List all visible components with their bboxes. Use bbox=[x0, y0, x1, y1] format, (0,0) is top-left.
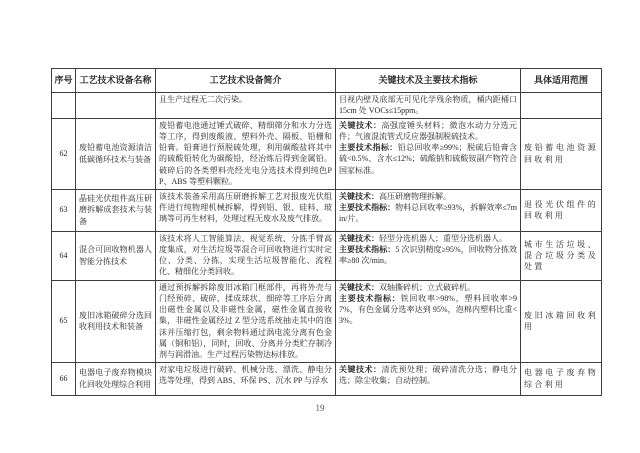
header-name: 工艺技术设备名称 bbox=[76, 69, 156, 93]
tech-label: 主要技术指标： bbox=[339, 244, 396, 254]
cell-name: 混合可回收物机器人智能分拣技术 bbox=[76, 231, 156, 280]
tech-text: 轻型分选机器人；重型分选机器人。 bbox=[379, 233, 507, 243]
cell-seq: 62 bbox=[52, 118, 76, 189]
cell-name bbox=[76, 93, 156, 119]
cell-intro: 该技术将人工智能算法、视觉系统、分拣手臂高度集成，对生活垃圾等混合可回收物进行实时定位、分类、分拣，实现生活垃圾智能化、流程化、精细化分类回收。 bbox=[156, 231, 336, 280]
cell-intro: 废铅蓄电池通过锤式破碎、精细筛分和水力分选等工序，得到废酸液、塑料外壳、隔板、铅栅和铅膏。铅膏进行预脱硫处理，利用碳酸盐将其中的硫酸铅转化为碳酸铅，经冶炼后得到金属铅。破碎后的各类塑料壳经光电分选技术得到纯色PP、ABS 等塑料颗粒。 bbox=[156, 118, 336, 189]
cell-name: 废铅蓄电池资源清洁低碳循环技术与装备 bbox=[76, 118, 156, 189]
cell-scope: 废旧冰箱回收利用 bbox=[521, 280, 602, 362]
tech-text: 高强度锤头材料；微泡水动力分选元件；气液混流管式反应器强制脱硫技术。 bbox=[339, 120, 517, 141]
tech-text: 双轴撕碎机；立式破碎机。 bbox=[379, 282, 475, 292]
cell-name: 电器电子废弃物模块化回收处理综合利用 bbox=[76, 362, 156, 395]
tech-text: 目视内壁及底部无可见化学残余物质，桶内距桶口15cm 处 VOCs≤15ppm。 bbox=[339, 95, 517, 116]
cell-seq: 63 bbox=[52, 189, 76, 231]
tech-text: 高压研磨物理拆解。 bbox=[379, 191, 451, 201]
cell-intro: 且生产过程无二次污染。 bbox=[156, 93, 336, 119]
cell-scope: 退役光伏组件的回收利用 bbox=[521, 189, 602, 231]
cell-tech bbox=[336, 93, 521, 119]
cell-tech bbox=[336, 189, 521, 231]
table-row-62 bbox=[52, 118, 602, 189]
header-seq: 序号 bbox=[52, 69, 76, 93]
cell-seq bbox=[52, 93, 76, 119]
tech-text: 清洗预处理；破碎清洗分选；静电分选；除尘收集；自动控制。 bbox=[339, 364, 517, 385]
tech-paragraph bbox=[339, 142, 517, 176]
tech-paragraph bbox=[339, 282, 517, 293]
cell-tech bbox=[336, 280, 521, 362]
tech-paragraph bbox=[339, 120, 517, 143]
tech-text: 5 次识别精度≥95%，回收物分拣效率≥80 次/min。 bbox=[339, 244, 517, 266]
cell-seq: 64 bbox=[52, 231, 76, 280]
cell-tech bbox=[336, 118, 521, 189]
tech-label: 关键技术： bbox=[339, 120, 382, 130]
tech-text: 物料总回收率≥93%，拆解效率≤7min/片。 bbox=[339, 202, 517, 224]
tech-paragraph bbox=[339, 364, 517, 387]
tech-paragraph bbox=[339, 94, 517, 117]
tech-label: 主要技术指标： bbox=[339, 143, 398, 153]
cell-seq: 65 bbox=[52, 280, 76, 362]
tech-label: 关键技术： bbox=[339, 364, 382, 374]
table-header-row bbox=[52, 69, 602, 93]
page-number: 19 bbox=[315, 403, 325, 413]
cell-name: 晶硅光伏组件高压研磨拆解成套技术与装备 bbox=[76, 189, 156, 231]
tech-label: 关键技术： bbox=[339, 191, 379, 201]
tech-label: 主要技术指标： bbox=[339, 202, 396, 212]
table-row-63 bbox=[52, 189, 602, 231]
tech-label: 关键技术： bbox=[339, 282, 379, 292]
tech-paragraph bbox=[339, 233, 517, 244]
tech-paragraph bbox=[339, 244, 517, 267]
cell-scope bbox=[521, 93, 602, 119]
table-row-66 bbox=[52, 362, 602, 395]
tech-text: 铁回收率>98%，塑料回收率>97%，有色金属分选率达到 95%，泡棉内塑料比重<3%。 bbox=[339, 293, 518, 326]
header-tech: 关键技术及主要技术指标 bbox=[336, 69, 521, 93]
cell-intro: 通过预拆解拆除废旧冰箱门框部件，再将外壳与门经预碎、破碎、揉成球状、细碎等工序后分离出磁性金属以及非磁性金属，磁性金属直接收集，非磁性金属经过 Z 型分选系统抽走其中的泡沫并压缩打包，剩余物料通过涡电流分离有色金属（铜和铝），同时，回收、分离并分类贮存制冷剂与润滑油。生产过程污染物达标排放。 bbox=[156, 280, 336, 362]
header-intro: 工艺技术设备简介 bbox=[156, 69, 336, 93]
cell-name: 废旧冰箱破碎分选回收利用技术和装备 bbox=[76, 280, 156, 362]
technology-table bbox=[51, 68, 602, 396]
tech-text: 铅总回收率≥99%；脱硫后铅膏含硫<0.5%、含水≤12%；硫酸钠和硫酸铵副产物符合国家标准。 bbox=[339, 143, 517, 175]
cell-seq: 66 bbox=[52, 362, 76, 395]
cell-scope: 城市生活垃圾、混合垃圾分类及处置 bbox=[521, 231, 602, 280]
cell-tech bbox=[336, 362, 521, 395]
table-row-64 bbox=[52, 231, 602, 280]
cell-intro: 对家电垃圾进行破碎、机械分选、漂洗、静电分选等处理，得到 ABS、环保 PS、沉水 PP 与浮水 bbox=[156, 362, 336, 395]
tech-label: 主要技术指标： bbox=[339, 293, 401, 303]
table-row-continued bbox=[52, 93, 602, 119]
tech-label: 关键技术： bbox=[339, 233, 379, 243]
cell-tech bbox=[336, 231, 521, 280]
tech-paragraph bbox=[339, 202, 517, 225]
cell-intro: 该技术装备采用高压研磨拆解工艺对报废光伏组件进行纯物理机械拆解，得到铝、银、硅料、玻璃等可再生材料，处理过程无废水及废气排放。 bbox=[156, 189, 336, 231]
cell-scope: 电器电子废弃物综合利用 bbox=[521, 362, 602, 395]
cell-scope: 废铅蓄电池资源回收利用 bbox=[521, 118, 602, 189]
tech-paragraph bbox=[339, 191, 517, 202]
tech-paragraph bbox=[339, 293, 517, 327]
table-row-65 bbox=[52, 280, 602, 362]
header-scope: 具体适用范围 bbox=[521, 69, 602, 93]
